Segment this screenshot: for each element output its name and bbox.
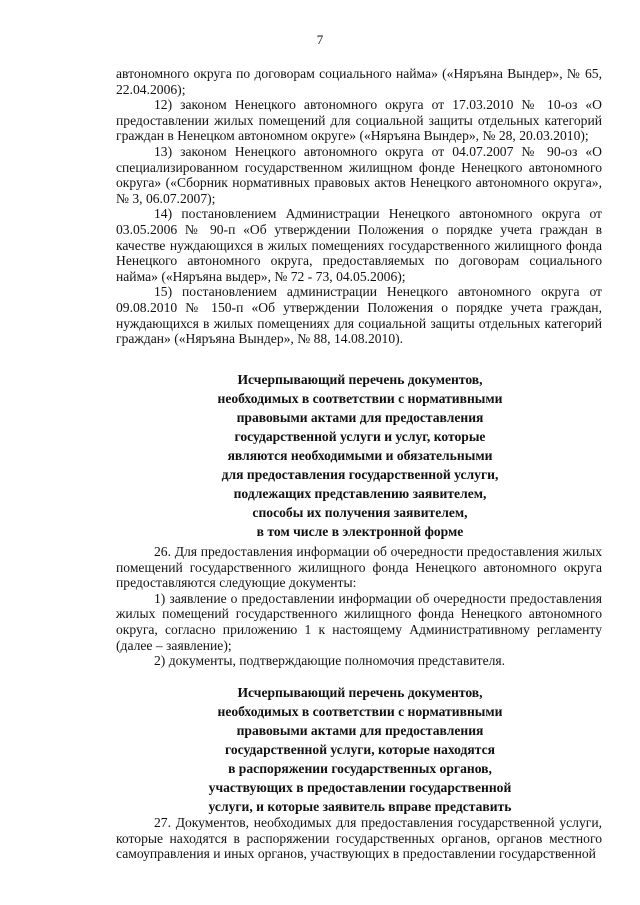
heading-line: правовыми актами для предоставления [236,410,484,425]
list-item: 2) документы, подтверждающие полномочия представителя. [154,653,506,669]
heading-line: Исчерпывающий перечень документов, [237,372,483,387]
heading-line: в распоряжении государственных органов, [228,761,492,776]
legal-acts-list [116,66,602,347]
heading-line: в том числе в электронной форме [256,524,464,539]
section-27-block [116,815,602,862]
paragraph: 27. Документов, необходимых для предоставления государственной услуги, которые находятся в распоряжении государственных органов, органов местного самоуправления и иных органов, участвующих в предоставлении государственной [116,815,602,862]
heading-line: государственной услуги и услуг, которые [234,429,486,444]
paragraph: 26. Для предоставления информации об очередности предоставления жилых помещений государственного жилищного фонда Ненецкого автономного округа предоставляются следующие документы: [116,544,602,591]
list-item: автономного округа по договорам социального найма» («Няръяна Вындер», № 65, 22.04.2006); [116,66,602,97]
heading-line: подлежащих представлению заявителем, [233,486,487,501]
heading-line: необходимых в соответствии с нормативными [217,391,503,406]
heading-line: правовыми актами для предоставления [236,723,484,738]
section-heading-documents-in-possession [150,683,570,816]
section-26-block [116,544,602,669]
heading-line: услуги, и которые заявитель вправе представить [208,799,512,814]
heading-line: способы их получения заявителем, [252,505,468,520]
heading-line: являются необходимыми и обязательными [227,448,493,463]
list-item: 13) законом Ненецкого автономного округа от 04.07.2007 № 90-оз «О специализированном государственном жилищном фонде Ненецкого автономного округа» («Сборник нормативных правовых актов Ненецкого автономного округа», № 3, 06.07.2007); [116,143,602,206]
list-item: 15) постановлением администрации Ненецкого автономного округа от 09.08.2010 № 150-п «Об утверждении Положения о порядке учета граждан, нуждающихся в жилых помещениях для социальной защиты отдельных категорий граждан» («Няръяна Вындер», № 88, 14.08.2010). [116,284,602,347]
list-item: 1) заявление о предоставлении информации об очередности предоставления жилых помещений государственного жилищного фонда Ненецкого автономного округа, согласно приложению 1 к настоящему Административному регламенту (далее – заявление); [116,590,602,653]
list-item: 14) постановлением Администрации Ненецкого автономного округа от 03.05.2006 № 90-п «Об утверждении Положения о порядке учета граждан в качестве нуждающихся в жилых помещениях государственного жилищного фонда Ненецкого автономного округа, предоставляемых по договорам социального найма» («Няръяна выдер», № 72 - 73, 04.05.2006); [116,206,602,284]
heading-line: государственной услуги, которые находятся [224,742,496,757]
list-item: 12) законом Ненецкого автономного округа от 17.03.2010 № 10-оз «О предоставлении жилых помещений для социальной защиты отдельных категорий граждан в Ненецком автономном округе» («Няръяна Вындер», № 28, 20.03.2010); [116,97,602,144]
heading-line: для предоставления государственной услуги, [221,467,499,482]
page-number: 7 [316,32,324,47]
heading-line: участвующих в предоставлении государственной [208,780,512,795]
heading-line: необходимых в соответствии с нормативными [217,704,503,719]
section-heading-documents-required [150,370,570,541]
heading-line: Исчерпывающий перечень документов, [237,685,483,700]
